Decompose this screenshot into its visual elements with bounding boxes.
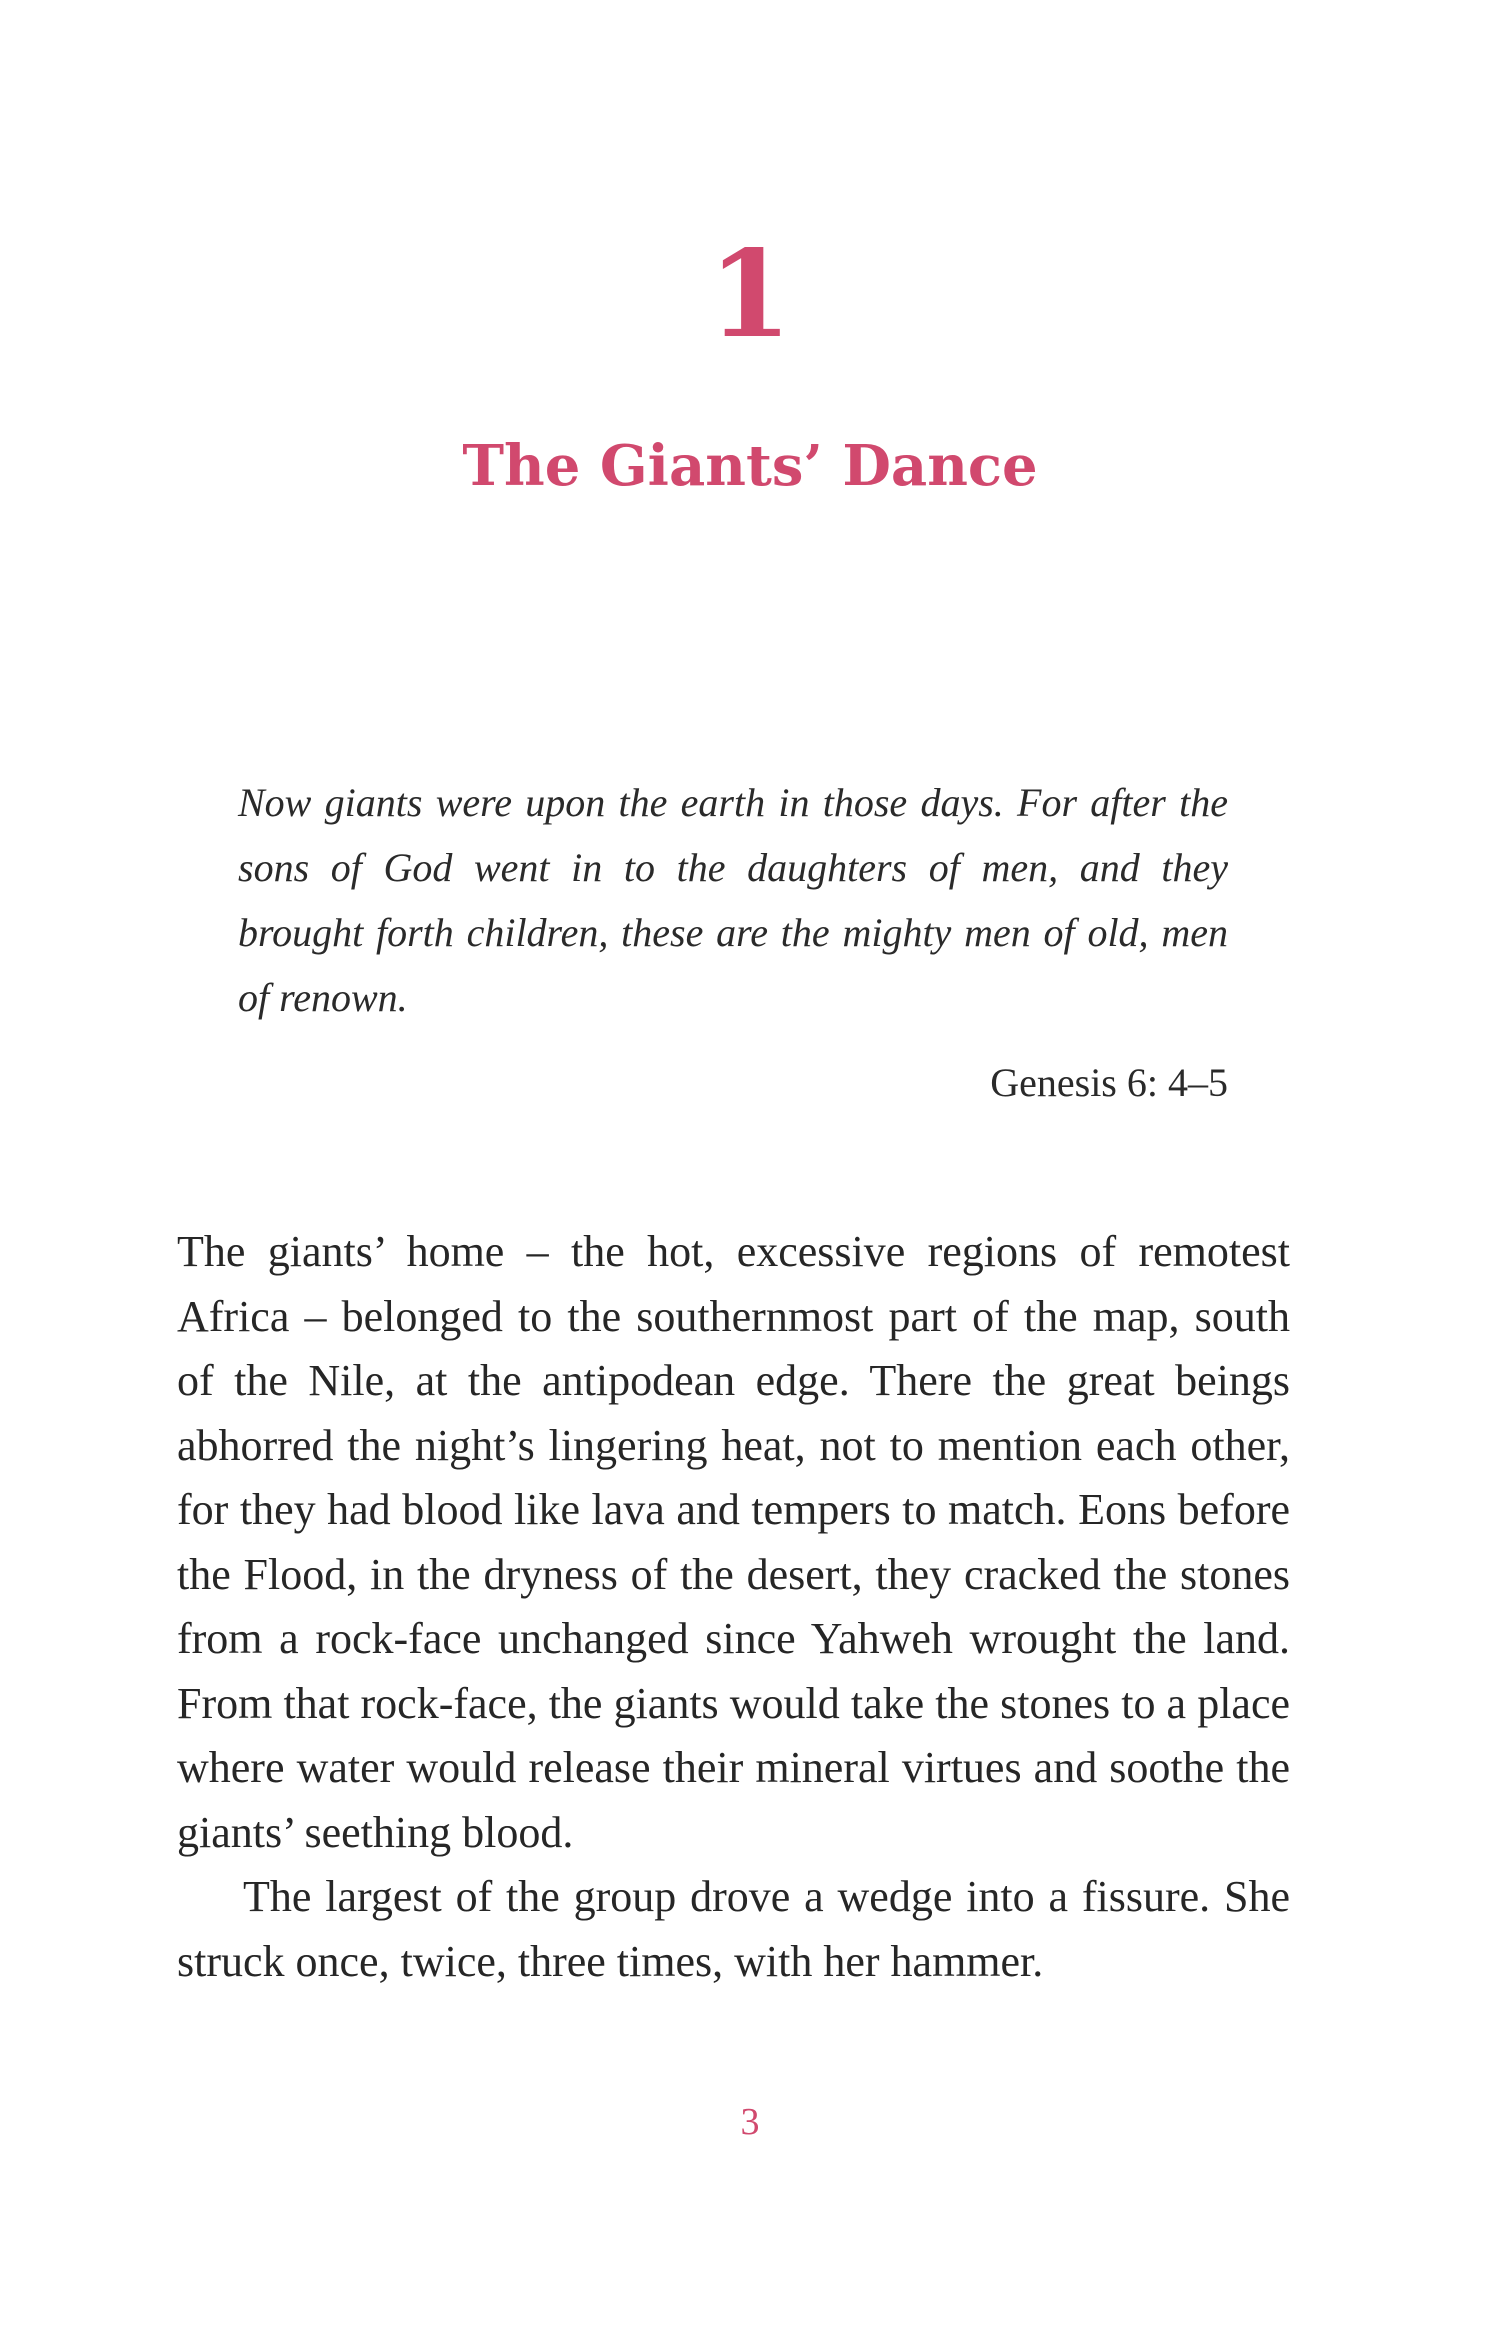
- epigraph-quote: Now giants were upon the earth in those days. For after the sons of God went in to the daughters of men, and they brought forth children, these are the mighty men of old, men of renown.: [238, 780, 1228, 1020]
- chapter-number: 1: [708, 224, 792, 365]
- body-paragraph: The giants’ home – the hot, excessive regions of remotest Africa – belonged to the southernmost part of the map, south of the Nile, at the antipodean edge. There the great beings abhorred the night’s lingering heat, not to mention each other, for they had blood like lava and tempers to match. Eons before the Flood, in the dryness of the desert, they cracked the stones from a rock-face unchanged since Yahweh wrought the land. From that rock-face, the giants would take the stones to a place where water would release their mineral virtues and soothe the giants’ seething blood.: [177, 1227, 1290, 1857]
- body-paragraph: The largest of the group drove a wedge into a fissure. She struck once, twice, three times, with her hammer.: [177, 1872, 1290, 1986]
- page-number: 3: [740, 2101, 760, 2143]
- chapter-title: The Giants’ Dance: [462, 433, 1038, 499]
- epigraph-citation: Genesis 6: 4–5: [990, 1060, 1228, 1105]
- chapter-body: [177, 1220, 1290, 1994]
